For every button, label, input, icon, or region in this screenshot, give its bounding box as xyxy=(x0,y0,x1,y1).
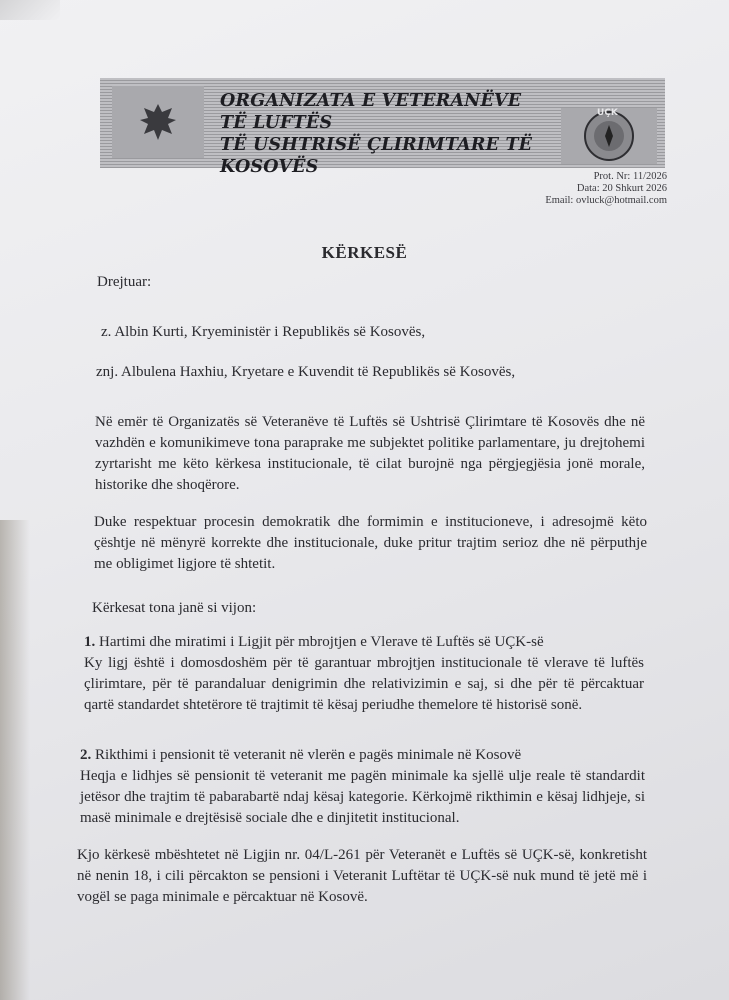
document-title: KËRKESË xyxy=(321,243,408,262)
request-body: Heqja e lidhjes së pensionit të veteranit me pagën minimale ka sjellë ulje reale të standardit jetësor dhe trajtim të pabarabartë ndaj kësaj kategorie. Kërkojmë rikthimin e kësaj lidhjeje, si masë minimale e drejtësisë sociale dhe e dinjitetit institucional. xyxy=(80,768,645,826)
request-heading-text: Rikthimi i pensionit të veteranit në vlerën e pagës minimale në Kosovë xyxy=(95,747,522,763)
requests-intro: Kërkesat tona janë si vijon: xyxy=(92,600,257,616)
request-item xyxy=(80,745,645,829)
org-name-line1: ORGANIZATA E VETERANËVE TË LUFTËS xyxy=(220,91,522,133)
document-date: Data: 20 Shkurt 2026 xyxy=(576,183,667,194)
page-fold xyxy=(0,0,60,20)
request-heading xyxy=(80,745,645,766)
uck-logo xyxy=(561,108,657,164)
org-name-line2: TË USHTRISË ÇLIRIMTARE TË KOSOVËS xyxy=(220,135,533,177)
intro-paragraph: Në emër të Organizatës së Veteranëve të Luftës së Ushtrisë Çlirimtare të Kosovës dhe në vazhdën e komunikimeve tona paraprake me subjektet politike parlamentare, ju drejtohemi zyrtarisht me këto kërkesa institucionale, të cilat burojnë nga përgjegjësia jonë morale, historike dhe shoqërore. xyxy=(95,414,645,493)
recipient-assembly-speaker: znj. Albulena Haxhiu, Kryetare e Kuvendit të Republikës së Kosovës, xyxy=(96,364,516,380)
request-item xyxy=(84,632,644,716)
request-heading-text: Hartimi dhe miratimi i Ligjit për mbrojtjen e Vlerave të Luftës së UÇK-së xyxy=(99,634,544,650)
request-number: 1. xyxy=(84,634,96,650)
request-body: Ky ligj është i domosdoshëm për të garantuar mbrojtjen institucionale të vlerave të luftës çlirimtare, për të parandaluar denigrimin dhe relativizimin e saj, si dhe për të përcaktuar qartë standardet shtetërore të trajtimit të kësaj periudhe themelore të historisë sonë. xyxy=(84,655,644,713)
legal-basis-paragraph: Kjo kërkesë mbështetet në Ligjin nr. 04/L-261 për Veteranët e Luftës së UÇK-së, konkretisht në nenin 18, i cili përcakton se pensioni i Veteranit Luftëtar të UÇK-së nuk mund të jetë më i vogël se paga minimale e përcaktuar në Kosovë. xyxy=(77,847,647,905)
addressed-label: Drejtuar: xyxy=(97,274,152,290)
hand-shadow xyxy=(0,520,30,1000)
organization-name xyxy=(220,90,550,178)
uck-logo-text: UÇK xyxy=(597,108,618,118)
eagle-emblem-icon xyxy=(112,86,204,158)
recipient-prime-minister: z. Albin Kurti, Kryeministër i Republikës së Kosovës, xyxy=(101,324,426,340)
request-heading xyxy=(84,632,644,653)
document-meta xyxy=(545,171,667,207)
request-number: 2. xyxy=(80,747,92,763)
contact-email: Email: ovluck@hotmail.com xyxy=(545,195,667,206)
respect-paragraph: Duke respektuar procesin demokratik dhe formimin e institucioneve, i adresojmë këto çështje në mënyrë korrekte dhe institucionale, duke pritur trajtim serioz dhe në përputhje me obligimet ligjore të shtetit. xyxy=(94,514,647,572)
protocol-number: Prot. Nr: 11/2026 xyxy=(593,171,667,182)
